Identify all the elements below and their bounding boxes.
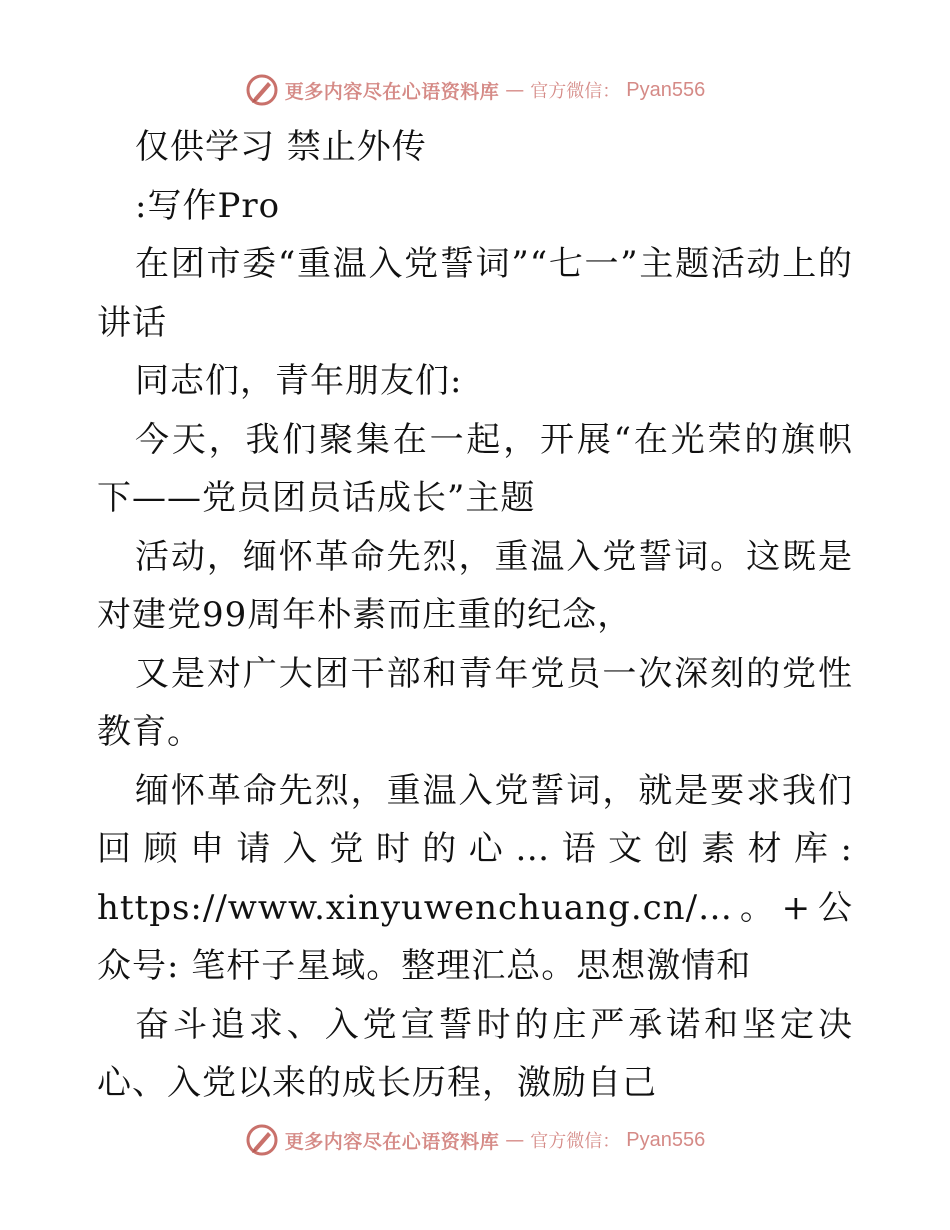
- paragraph: 活动，缅怀革命先烈，重温入党誓词。这既是对建党99周年朴素而庄重的纪念，: [97, 536, 853, 635]
- paragraph: 今天，我们聚集在一起，开展“在光荣的旗帜下——党员团员话成长”主题: [97, 419, 853, 518]
- pen-logo-icon: [245, 73, 279, 107]
- watermark-text: 更多内容尽在心语资料库: [284, 80, 500, 103]
- paragraph: 奋斗追求、入党宣誓时的庄严承诺和坚定决心、入党以来的成长历程，激励自己: [97, 1004, 853, 1103]
- watermark-official-label: 官方微信：: [530, 81, 621, 102]
- paragraph: :写作Pro: [135, 185, 281, 226]
- watermark-separator: —: [505, 79, 525, 101]
- paragraph: 缅怀革命先烈，重温入党誓词，就是要求我们回顾申请入党时的心…语文创素材库: https://www.xinyuwenchuang.cn/…。+公众号: 笔杆子星域。整理汇总。思想激情和: [97, 770, 853, 986]
- header-watermark: [0, 70, 950, 110]
- watermark-wechat-id: Pyan556: [626, 78, 706, 101]
- footer-watermark: [0, 1120, 950, 1160]
- pen-logo-icon: [245, 1123, 279, 1157]
- watermark-official-label: 官方微信：: [530, 1131, 621, 1152]
- watermark-separator: —: [505, 1129, 525, 1151]
- salutation: 同志们，青年朋友们:: [135, 361, 463, 401]
- paragraph: 又是对广大团干部和青年党员一次深刻的党性教育。: [97, 653, 853, 752]
- document-title: 在团市委“重温入党誓词”“七一”主题活动上的讲话: [97, 244, 853, 343]
- document-body: [97, 118, 853, 1113]
- watermark-text: 更多内容尽在心语资料库: [284, 1130, 500, 1153]
- watermark-wechat-id: Pyan556: [626, 1128, 706, 1151]
- paragraph: 仅供学习 禁止外传: [135, 127, 427, 167]
